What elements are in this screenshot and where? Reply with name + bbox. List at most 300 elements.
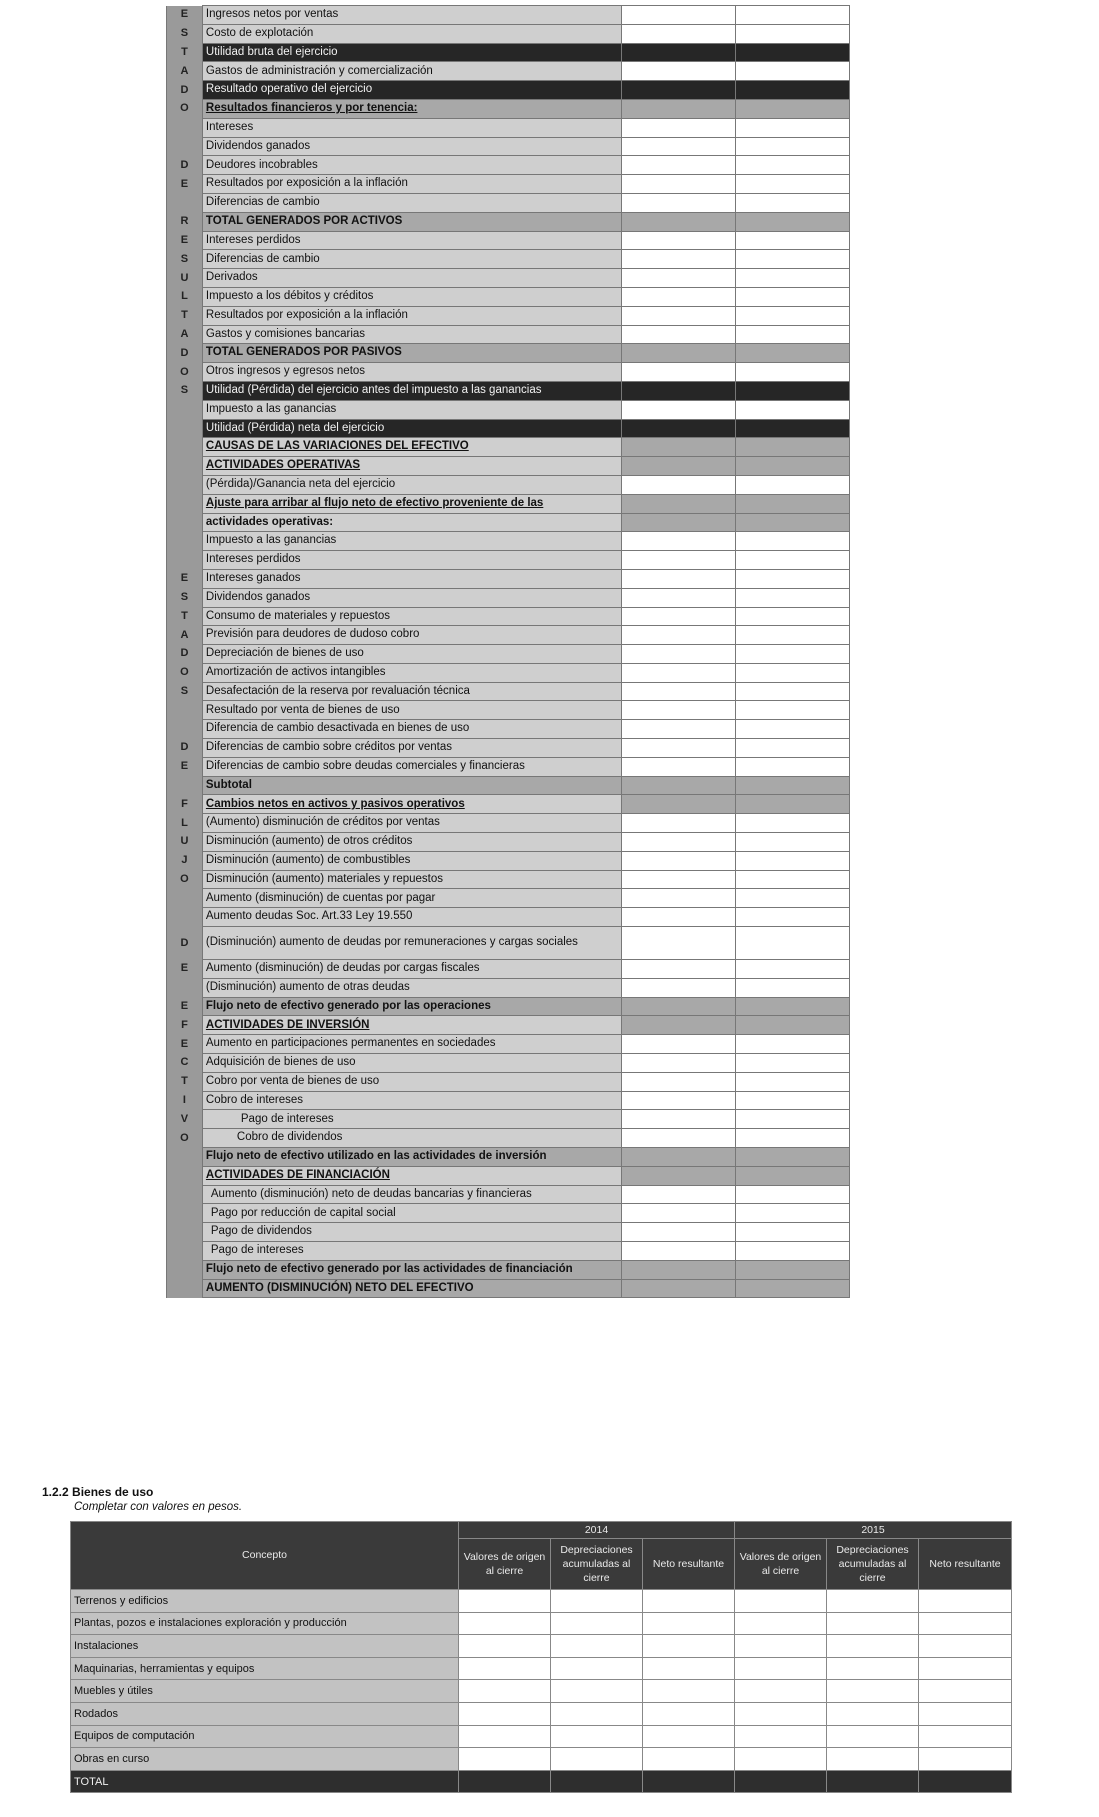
value-cell-current[interactable] (622, 381, 736, 400)
statement-row (167, 400, 850, 419)
asset-value-cell[interactable] (919, 1725, 1012, 1748)
statement-row (167, 1204, 850, 1223)
asset-concept: Rodados (71, 1702, 459, 1725)
value-cell-previous[interactable] (736, 645, 850, 664)
value-cell-previous[interactable] (736, 739, 850, 758)
statement-row (167, 325, 850, 344)
asset-value-cell[interactable] (643, 1702, 735, 1725)
statement-row (167, 250, 850, 269)
value-cell-previous[interactable] (736, 588, 850, 607)
value-cell-current[interactable] (622, 889, 736, 908)
value-cell-previous[interactable] (736, 960, 850, 979)
value-cell-current[interactable] (622, 739, 736, 758)
asset-value-cell[interactable] (919, 1680, 1012, 1703)
statement-row-label: Previsión para deudores de dudoso cobro (202, 626, 621, 645)
value-cell-previous[interactable] (736, 325, 850, 344)
value-cell-previous[interactable] (736, 682, 850, 701)
statement-row (167, 344, 850, 363)
section-side-letter: F (167, 795, 203, 814)
value-cell-current[interactable] (622, 1091, 736, 1110)
asset-value-cell[interactable] (459, 1748, 551, 1771)
section-side-letter: T (167, 43, 203, 62)
statement-row (167, 1223, 850, 1242)
value-cell-previous[interactable] (736, 1260, 850, 1279)
asset-value-cell[interactable] (551, 1657, 643, 1680)
value-cell-current[interactable] (622, 400, 736, 419)
statement-row (167, 978, 850, 997)
value-cell-current[interactable] (622, 1072, 736, 1091)
value-cell-previous[interactable] (736, 1054, 850, 1073)
section-side-letter: E (167, 231, 203, 250)
statement-row-label: Dividendos ganados (202, 137, 621, 156)
statement-row-label: TOTAL GENERADOS POR PASIVOS (202, 344, 621, 363)
asset-value-cell[interactable] (551, 1748, 643, 1771)
asset-value-cell[interactable] (735, 1612, 827, 1635)
statement-row-label: (Pérdida)/Ganancia neta del ejercicio (202, 475, 621, 494)
value-cell-previous[interactable] (736, 795, 850, 814)
statement-row (167, 870, 850, 889)
value-cell-previous[interactable] (736, 62, 850, 81)
value-cell-current[interactable] (622, 645, 736, 664)
value-cell-previous[interactable] (736, 250, 850, 269)
value-cell-previous[interactable] (736, 814, 850, 833)
value-cell-current[interactable] (622, 457, 736, 476)
statement-row (167, 908, 850, 927)
value-cell-current[interactable] (622, 193, 736, 212)
statement-row (167, 645, 850, 664)
section-side-letter (167, 1223, 203, 1242)
asset-value-cell[interactable] (459, 1770, 551, 1793)
asset-value-cell[interactable] (735, 1680, 827, 1703)
value-cell-current[interactable] (622, 1223, 736, 1242)
section-side-letter (167, 513, 203, 532)
asset-value-cell[interactable] (919, 1612, 1012, 1635)
section-side-letter: D (167, 81, 203, 100)
value-cell-current[interactable] (622, 1242, 736, 1261)
asset-value-cell[interactable] (459, 1657, 551, 1680)
statement-row-label: Ajuste para arribar al flujo neto de efectivo proveniente de las (202, 494, 621, 513)
value-cell-previous[interactable] (736, 626, 850, 645)
asset-value-cell[interactable] (735, 1590, 827, 1613)
asset-value-cell[interactable] (551, 1702, 643, 1725)
value-cell-current[interactable] (622, 607, 736, 626)
value-cell-previous[interactable] (736, 269, 850, 288)
statement-row-label: Subtotal (202, 776, 621, 795)
statement-row-label: Aumento (disminución) neto de deudas bancarias y financieras (202, 1185, 621, 1204)
statement-row (167, 663, 850, 682)
statement-row-label: Resultado por venta de bienes de uso (202, 701, 621, 720)
statement-row-label: (Disminución) aumento de deudas por remuneraciones y cargas sociales (202, 927, 621, 960)
value-cell-current[interactable] (622, 419, 736, 438)
section-side-letter: O (167, 99, 203, 118)
asset-value-cell[interactable] (919, 1702, 1012, 1725)
asset-value-cell[interactable] (827, 1590, 919, 1613)
value-cell-current[interactable] (622, 569, 736, 588)
asset-value-cell[interactable] (643, 1748, 735, 1771)
value-cell-previous[interactable] (736, 889, 850, 908)
statement-row-label: ACTIVIDADES OPERATIVAS (202, 457, 621, 476)
value-cell-current[interactable] (622, 927, 736, 960)
value-cell-previous[interactable] (736, 81, 850, 100)
value-cell-current[interactable] (622, 978, 736, 997)
value-cell-previous[interactable] (736, 400, 850, 419)
value-cell-previous[interactable] (736, 532, 850, 551)
value-cell-current[interactable] (622, 1129, 736, 1148)
value-cell-previous[interactable] (736, 438, 850, 457)
value-cell-previous[interactable] (736, 137, 850, 156)
value-cell-previous[interactable] (736, 156, 850, 175)
value-cell-current[interactable] (622, 1166, 736, 1185)
statement-row-label: Disminución (aumento) de otros créditos (202, 833, 621, 852)
value-cell-previous[interactable] (736, 306, 850, 325)
value-cell-previous[interactable] (736, 43, 850, 62)
value-cell-current[interactable] (622, 720, 736, 739)
section-side-letter (167, 475, 203, 494)
statement-row (167, 269, 850, 288)
statement-row (167, 1016, 850, 1035)
value-cell-previous[interactable] (736, 870, 850, 889)
value-cell-current[interactable] (622, 588, 736, 607)
section-subtitle: Completar con valores en pesos. (74, 1501, 243, 1513)
asset-value-cell[interactable] (459, 1680, 551, 1703)
statement-row (167, 757, 850, 776)
section-side-letter (167, 1279, 203, 1298)
statement-row (167, 551, 850, 570)
value-cell-previous[interactable] (736, 1072, 850, 1091)
asset-value-cell[interactable] (919, 1770, 1012, 1793)
statement-row (167, 231, 850, 250)
value-cell-current[interactable] (622, 99, 736, 118)
value-cell-previous[interactable] (736, 927, 850, 960)
value-cell-previous[interactable] (736, 776, 850, 795)
value-cell-current[interactable] (622, 851, 736, 870)
value-cell-previous[interactable] (736, 1129, 850, 1148)
statement-row (167, 607, 850, 626)
statement-row-label: Aumento (disminución) de cuentas por pagar (202, 889, 621, 908)
statement-row-label: Intereses perdidos (202, 231, 621, 250)
section-side-letter (167, 1260, 203, 1279)
value-cell-previous[interactable] (736, 1016, 850, 1035)
statement-row-label: (Aumento) disminución de créditos por ventas (202, 814, 621, 833)
value-cell-previous[interactable] (736, 363, 850, 382)
asset-value-cell[interactable] (827, 1657, 919, 1680)
value-cell-current[interactable] (622, 1035, 736, 1054)
value-cell-current[interactable] (622, 43, 736, 62)
asset-value-cell[interactable] (643, 1680, 735, 1703)
value-cell-previous[interactable] (736, 1223, 850, 1242)
asset-value-cell[interactable] (919, 1590, 1012, 1613)
statement-row-label: Pago por reducción de capital social (202, 1204, 621, 1223)
statement-row (167, 1242, 850, 1261)
section-side-letter: A (167, 62, 203, 81)
value-cell-current[interactable] (622, 344, 736, 363)
statement-row-label: Otros ingresos y egresos netos (202, 363, 621, 382)
statement-row (167, 1185, 850, 1204)
value-cell-current[interactable] (622, 156, 736, 175)
value-cell-current[interactable] (622, 833, 736, 852)
asset-value-cell[interactable] (735, 1702, 827, 1725)
statement-row (167, 720, 850, 739)
asset-value-cell[interactable] (551, 1635, 643, 1658)
value-cell-current[interactable] (622, 1110, 736, 1129)
asset-value-cell[interactable] (735, 1725, 827, 1748)
asset-value-cell[interactable] (827, 1725, 919, 1748)
statement-row (167, 851, 850, 870)
section-side-letter (167, 908, 203, 927)
value-cell-previous[interactable] (736, 1035, 850, 1054)
value-cell-current[interactable] (622, 997, 736, 1016)
value-cell-current[interactable] (622, 870, 736, 889)
value-cell-previous[interactable] (736, 851, 850, 870)
statement-row (167, 137, 850, 156)
section-side-letter (167, 137, 203, 156)
section-side-letter: D (167, 156, 203, 175)
asset-value-cell[interactable] (551, 1612, 643, 1635)
statement-row-label: Diferencias de cambio sobre deudas comerciales y financieras (202, 757, 621, 776)
statement-row-label: Disminución (aumento) de combustibles (202, 851, 621, 870)
value-cell-current[interactable] (622, 269, 736, 288)
section-side-letter (167, 494, 203, 513)
value-cell-current[interactable] (622, 1054, 736, 1073)
col-header-origin-2014: Valores de origen al cierre (459, 1539, 551, 1590)
value-cell-current[interactable] (622, 908, 736, 927)
value-cell-previous[interactable] (736, 344, 850, 363)
value-cell-current[interactable] (622, 532, 736, 551)
section-side-letter: T (167, 306, 203, 325)
col-header-net-2014: Neto resultante (643, 1539, 735, 1590)
statement-row (167, 1166, 850, 1185)
asset-value-cell[interactable] (827, 1748, 919, 1771)
statement-row (167, 363, 850, 382)
statement-row (167, 212, 850, 231)
value-cell-current[interactable] (622, 701, 736, 720)
section-side-letter (167, 551, 203, 570)
value-cell-previous[interactable] (736, 6, 850, 25)
statement-row-label: Diferencias de cambio sobre créditos por ventas (202, 739, 621, 758)
value-cell-current[interactable] (622, 1148, 736, 1167)
value-cell-previous[interactable] (736, 287, 850, 306)
value-cell-previous[interactable] (736, 231, 850, 250)
value-cell-current[interactable] (622, 306, 736, 325)
value-cell-previous[interactable] (736, 419, 850, 438)
value-cell-previous[interactable] (736, 720, 850, 739)
statement-row (167, 960, 850, 979)
value-cell-previous[interactable] (736, 24, 850, 43)
value-cell-current[interactable] (622, 250, 736, 269)
statement-row-label: Impuesto a las ganancias (202, 532, 621, 551)
value-cell-previous[interactable] (736, 381, 850, 400)
value-cell-previous[interactable] (736, 1204, 850, 1223)
section-side-letter: D (167, 344, 203, 363)
asset-value-cell[interactable] (735, 1635, 827, 1658)
value-cell-previous[interactable] (736, 513, 850, 532)
statement-row-label: Gastos y comisiones bancarias (202, 325, 621, 344)
statement-row (167, 438, 850, 457)
asset-value-cell[interactable] (735, 1748, 827, 1771)
value-cell-previous[interactable] (736, 1091, 850, 1110)
statement-row-label: Adquisición de bienes de uso (202, 1054, 621, 1073)
value-cell-current[interactable] (622, 175, 736, 194)
section-side-letter: E (167, 569, 203, 588)
value-cell-previous[interactable] (736, 175, 850, 194)
col-header-depreciation-2014: Depreciaciones acumuladas al cierre (551, 1539, 643, 1590)
value-cell-current[interactable] (622, 1260, 736, 1279)
asset-value-cell[interactable] (643, 1770, 735, 1793)
value-cell-current[interactable] (622, 118, 736, 137)
value-cell-current[interactable] (622, 137, 736, 156)
asset-value-cell[interactable] (827, 1680, 919, 1703)
section-side-letter (167, 1204, 203, 1223)
year-header-2014: 2014 (459, 1522, 735, 1539)
asset-value-cell[interactable] (459, 1635, 551, 1658)
statement-row-label: Cobro de intereses (202, 1091, 621, 1110)
asset-value-cell[interactable] (551, 1590, 643, 1613)
value-cell-current[interactable] (622, 626, 736, 645)
value-cell-previous[interactable] (736, 663, 850, 682)
asset-value-cell[interactable] (643, 1590, 735, 1613)
asset-value-cell[interactable] (827, 1635, 919, 1658)
value-cell-current[interactable] (622, 231, 736, 250)
statement-row (167, 381, 850, 400)
value-cell-previous[interactable] (736, 1110, 850, 1129)
statement-row-label: Pago de intereses (202, 1242, 621, 1261)
statement-row (167, 1035, 850, 1054)
value-cell-previous[interactable] (736, 908, 850, 927)
value-cell-current[interactable] (622, 795, 736, 814)
section-side-letter: E (167, 960, 203, 979)
statement-row-label: Derivados (202, 269, 621, 288)
asset-value-cell[interactable] (551, 1770, 643, 1793)
statement-row-label: Utilidad (Pérdida) neta del ejercicio (202, 419, 621, 438)
value-cell-current[interactable] (622, 1016, 736, 1035)
section-side-letter: A (167, 626, 203, 645)
statement-row (167, 1110, 850, 1129)
value-cell-previous[interactable] (736, 494, 850, 513)
asset-value-cell[interactable] (459, 1725, 551, 1748)
section-side-letter: A (167, 325, 203, 344)
statement-row-label: Aumento (disminución) de deudas por cargas fiscales (202, 960, 621, 979)
section-side-letter: S (167, 24, 203, 43)
asset-value-cell[interactable] (919, 1657, 1012, 1680)
value-cell-current[interactable] (622, 960, 736, 979)
section-side-letter (167, 118, 203, 137)
asset-value-cell[interactable] (735, 1770, 827, 1793)
statement-row (167, 287, 850, 306)
value-cell-previous[interactable] (736, 757, 850, 776)
asset-value-cell[interactable] (643, 1725, 735, 1748)
statement-row (167, 62, 850, 81)
value-cell-previous[interactable] (736, 457, 850, 476)
statement-row-label: Consumo de materiales y repuestos (202, 607, 621, 626)
value-cell-current[interactable] (622, 212, 736, 231)
asset-value-cell[interactable] (643, 1657, 735, 1680)
statement-row-label: Costo de explotación (202, 24, 621, 43)
value-cell-current[interactable] (622, 1204, 736, 1223)
statement-row (167, 419, 850, 438)
value-cell-previous[interactable] (736, 193, 850, 212)
value-cell-current[interactable] (622, 1185, 736, 1204)
asset-value-cell[interactable] (551, 1725, 643, 1748)
value-cell-previous[interactable] (736, 701, 850, 720)
value-cell-previous[interactable] (736, 1148, 850, 1167)
value-cell-current[interactable] (622, 757, 736, 776)
statement-row-label: Dividendos ganados (202, 588, 621, 607)
value-cell-current[interactable] (622, 62, 736, 81)
asset-value-cell[interactable] (827, 1612, 919, 1635)
section-side-letter: D (167, 739, 203, 758)
asset-value-cell[interactable] (735, 1657, 827, 1680)
asset-value-cell[interactable] (459, 1590, 551, 1613)
statement-row (167, 156, 850, 175)
value-cell-previous[interactable] (736, 1279, 850, 1298)
value-cell-current[interactable] (622, 663, 736, 682)
asset-concept: Muebles y útiles (71, 1680, 459, 1703)
value-cell-previous[interactable] (736, 475, 850, 494)
asset-value-cell[interactable] (827, 1770, 919, 1793)
statement-row-label: Diferencia de cambio desactivada en bienes de uso (202, 720, 621, 739)
value-cell-current[interactable] (622, 475, 736, 494)
asset-value-cell[interactable] (643, 1635, 735, 1658)
statement-row-label: Amortización de activos intangibles (202, 663, 621, 682)
value-cell-current[interactable] (622, 363, 736, 382)
asset-value-cell[interactable] (919, 1748, 1012, 1771)
value-cell-current[interactable] (622, 551, 736, 570)
section-side-letter: I (167, 1091, 203, 1110)
asset-value-cell[interactable] (459, 1612, 551, 1635)
col-header-net-2015: Neto resultante (919, 1539, 1012, 1590)
statement-row-label: Resultado operativo del ejercicio (202, 81, 621, 100)
statement-row-label: Gastos de administración y comercialización (202, 62, 621, 81)
value-cell-current[interactable] (622, 513, 736, 532)
statement-row (167, 889, 850, 908)
value-cell-previous[interactable] (736, 569, 850, 588)
asset-value-cell[interactable] (551, 1680, 643, 1703)
value-cell-previous[interactable] (736, 1242, 850, 1261)
asset-value-cell[interactable] (919, 1635, 1012, 1658)
value-cell-current[interactable] (622, 776, 736, 795)
value-cell-previous[interactable] (736, 1185, 850, 1204)
value-cell-previous[interactable] (736, 997, 850, 1016)
value-cell-previous[interactable] (736, 551, 850, 570)
statement-row (167, 1129, 850, 1148)
value-cell-previous[interactable] (736, 99, 850, 118)
value-cell-previous[interactable] (736, 1166, 850, 1185)
value-cell-current[interactable] (622, 287, 736, 306)
value-cell-current[interactable] (622, 325, 736, 344)
value-cell-current[interactable] (622, 682, 736, 701)
value-cell-current[interactable] (622, 6, 736, 25)
value-cell-current[interactable] (622, 494, 736, 513)
value-cell-current[interactable] (622, 438, 736, 457)
asset-row (71, 1657, 1012, 1680)
value-cell-previous[interactable] (736, 607, 850, 626)
value-cell-previous[interactable] (736, 978, 850, 997)
asset-value-cell[interactable] (827, 1702, 919, 1725)
asset-value-cell[interactable] (643, 1612, 735, 1635)
value-cell-previous[interactable] (736, 212, 850, 231)
value-cell-previous[interactable] (736, 118, 850, 137)
statement-row (167, 81, 850, 100)
asset-value-cell[interactable] (459, 1702, 551, 1725)
section-side-letter (167, 978, 203, 997)
section-side-letter (167, 193, 203, 212)
section-side-letter: S (167, 588, 203, 607)
value-cell-current[interactable] (622, 24, 736, 43)
value-cell-current[interactable] (622, 81, 736, 100)
value-cell-current[interactable] (622, 814, 736, 833)
value-cell-previous[interactable] (736, 833, 850, 852)
value-cell-current[interactable] (622, 1279, 736, 1298)
